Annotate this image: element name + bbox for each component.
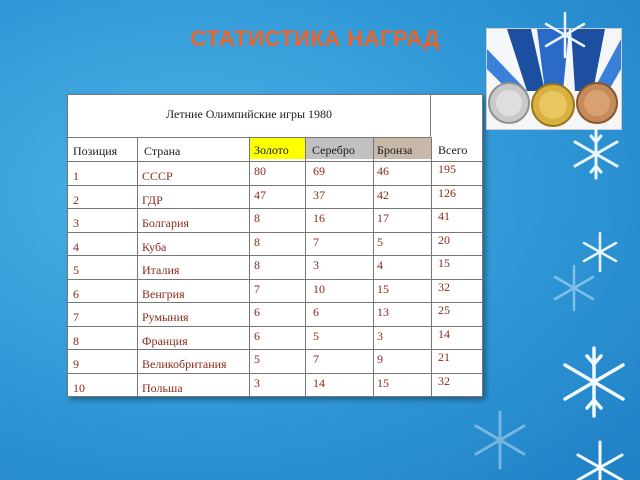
page-title: СТАТИСТИКА НАГРАД <box>190 26 440 51</box>
snowflake-icon <box>556 344 632 420</box>
row-bronze: 3 <box>377 328 383 343</box>
row-total: 32 <box>438 279 450 294</box>
row-country: Великобритания <box>142 357 227 371</box>
row-position: 8 <box>73 333 79 348</box>
row-position: 7 <box>73 310 79 324</box>
row-silver: 3 <box>313 258 319 272</box>
row-gold: 6 <box>254 305 260 319</box>
snowflake-icon <box>548 262 600 314</box>
row-bronze: 9 <box>377 352 383 366</box>
row-bronze: 5 <box>377 234 383 249</box>
row-gold: 8 <box>254 258 260 272</box>
row-total: 25 <box>438 303 450 317</box>
row-country: Венгрия <box>142 286 185 301</box>
row-position: 6 <box>73 286 79 301</box>
row-total: 41 <box>438 209 450 223</box>
row-position: 10 <box>73 380 85 395</box>
snowflake-icon <box>570 438 630 480</box>
header-silver: Серебро <box>312 143 355 157</box>
row-country: Куба <box>142 239 167 254</box>
row-silver: 37 <box>313 187 325 202</box>
row-country: Румыния <box>142 310 189 324</box>
row-position: 9 <box>73 357 79 371</box>
snowflake-icon <box>568 126 624 182</box>
row-gold: 7 <box>254 281 260 296</box>
header-total: Всего <box>438 143 468 157</box>
row-total: 21 <box>438 350 450 364</box>
row-bronze: 46 <box>377 164 389 178</box>
header-bronze: Бронза <box>377 143 413 157</box>
row-total: 126 <box>438 185 456 200</box>
row-bronze: 15 <box>377 281 389 296</box>
row-total: 32 <box>438 373 450 388</box>
row-bronze: 13 <box>377 305 389 319</box>
row-country: СССР <box>142 169 173 183</box>
row-total: 195 <box>438 162 456 176</box>
row-country: ГДР <box>142 192 163 207</box>
row-country: Польша <box>142 380 183 395</box>
row-bronze: 15 <box>377 375 389 390</box>
row-silver: 7 <box>313 352 319 366</box>
row-country: Болгария <box>142 216 189 230</box>
row-silver: 10 <box>313 281 325 296</box>
row-gold: 8 <box>254 234 260 249</box>
row-silver: 5 <box>313 328 319 343</box>
row-position: 4 <box>73 239 79 254</box>
header-gold: Золото <box>254 143 289 157</box>
medal-table <box>67 94 483 397</box>
row-gold: 80 <box>254 164 266 178</box>
row-position: 5 <box>73 263 79 277</box>
row-silver: 6 <box>313 305 319 319</box>
row-silver: 16 <box>313 211 325 225</box>
row-bronze: 17 <box>377 211 389 225</box>
row-gold: 8 <box>254 211 260 225</box>
row-silver: 69 <box>313 164 325 178</box>
row-bronze: 4 <box>377 258 383 272</box>
row-total: 14 <box>438 326 450 341</box>
row-position: 3 <box>73 216 79 230</box>
row-position: 1 <box>73 169 79 183</box>
header-country: Страна <box>144 144 181 158</box>
row-gold: 3 <box>254 375 260 390</box>
row-country: Италия <box>142 263 180 277</box>
row-gold: 5 <box>254 352 260 366</box>
row-silver: 14 <box>313 375 325 390</box>
row-bronze: 42 <box>377 187 389 202</box>
row-total: 20 <box>438 232 450 247</box>
header-position: Позиция <box>73 144 118 158</box>
row-country: Франция <box>142 333 188 348</box>
row-gold: 6 <box>254 328 260 343</box>
table-caption: Летние Олимпийские игры 1980 <box>165 107 333 121</box>
snowflake-icon <box>468 408 532 472</box>
row-total: 15 <box>438 256 450 270</box>
row-position: 2 <box>73 192 79 207</box>
row-silver: 7 <box>313 234 319 249</box>
snowflake-icon <box>540 10 590 60</box>
row-gold: 47 <box>254 187 266 202</box>
